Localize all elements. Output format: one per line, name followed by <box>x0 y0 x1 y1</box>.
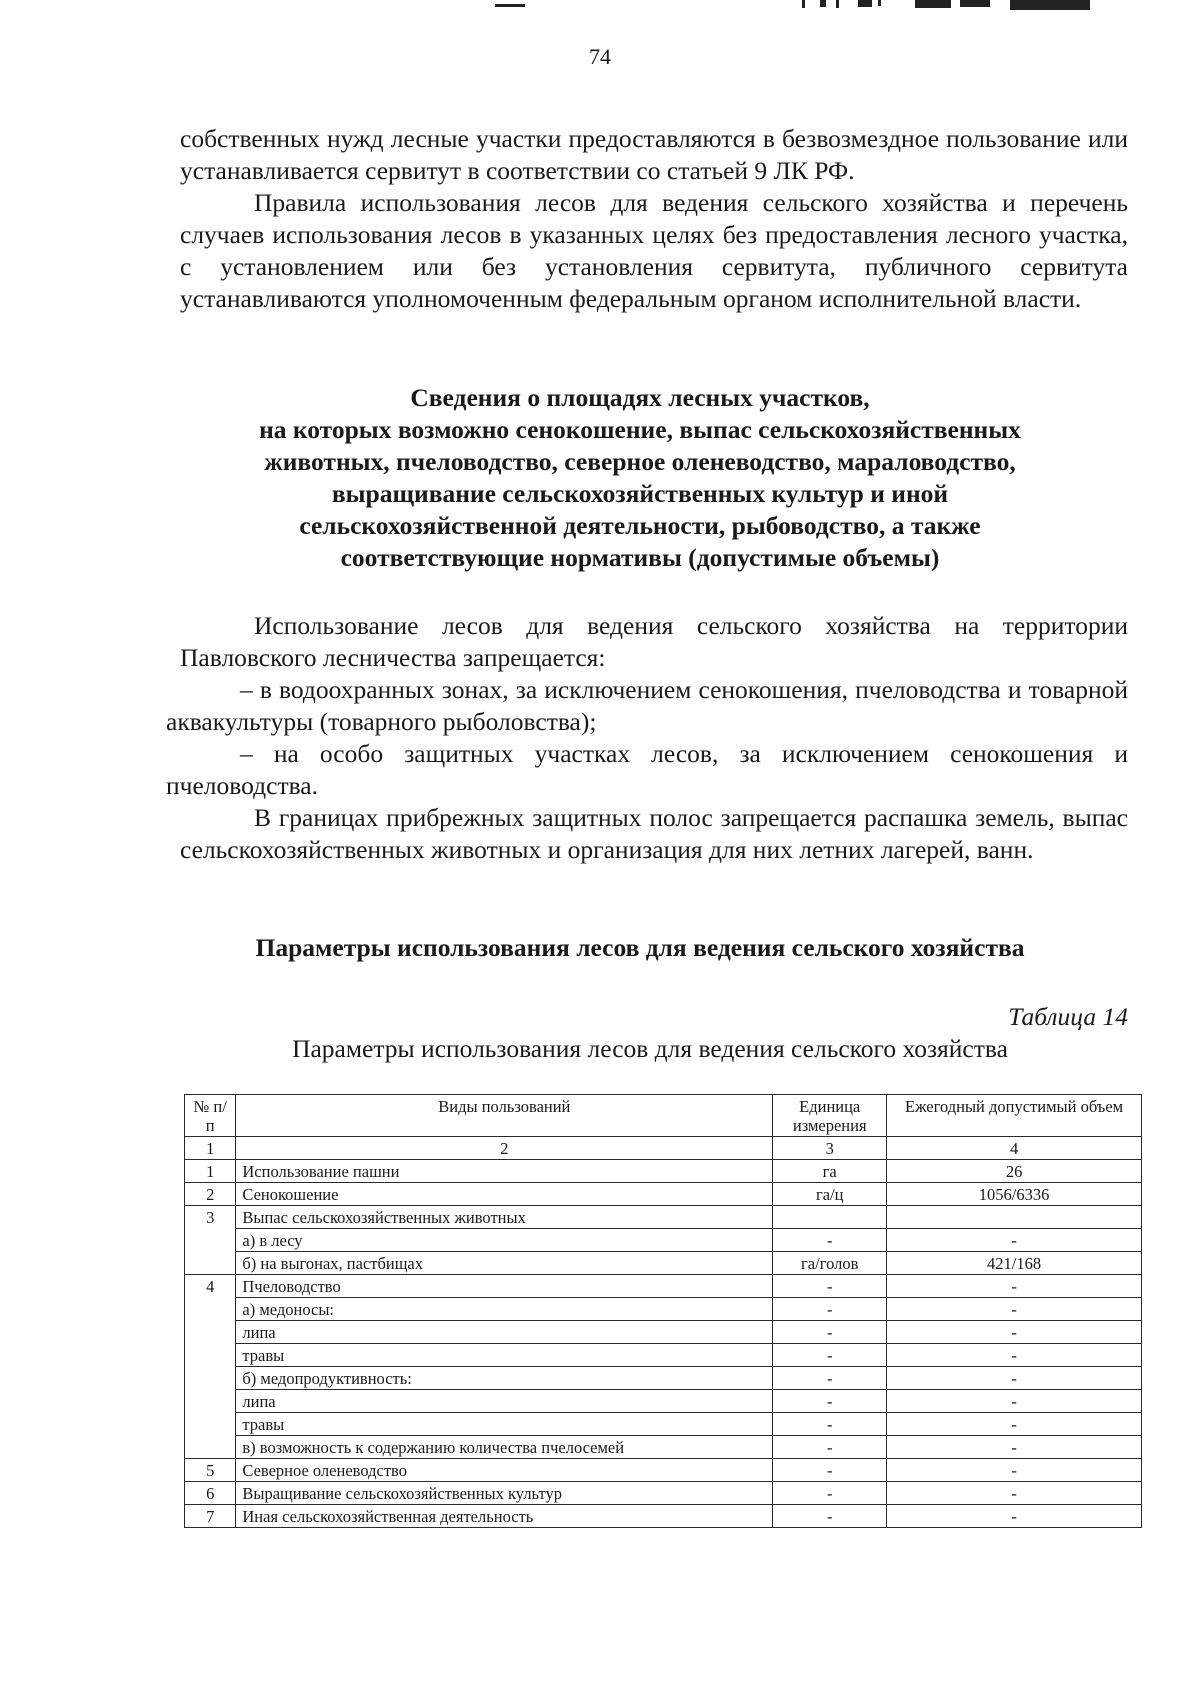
paragraph-water-zones: – в водоохранных зонах, за исключением сенокошения, пчеловодства и товарной аквакультуры (товарного рыболовства); <box>166 675 1128 736</box>
row-num <box>185 1367 236 1390</box>
page-number: 74 <box>589 44 611 69</box>
row-volume: - <box>887 1413 1142 1436</box>
row-volume <box>887 1206 1142 1229</box>
row-num <box>185 1298 236 1321</box>
paragraph-rules: Правила использования лесов для ведения сельского хозяйства и перечень случаев использования лесов в указанных целях без предоставления лесного участка, с установлением или без установления сервитута, публичного сервитута устанавливаются уполномоченным федеральным органом исполнительной власти. <box>180 188 1128 313</box>
row-kind: липа <box>236 1321 773 1344</box>
table-header-row <box>185 1095 1142 1137</box>
row-volume: - <box>887 1275 1142 1298</box>
row-volume: - <box>887 1344 1142 1367</box>
row-volume: 1056/6336 <box>887 1183 1142 1206</box>
table-row <box>185 1390 1142 1413</box>
row-num <box>185 1229 236 1252</box>
table-row <box>185 1436 1142 1459</box>
table-row <box>185 1160 1142 1183</box>
row-unit: - <box>773 1436 887 1459</box>
row-volume: 26 <box>887 1160 1142 1183</box>
table-row <box>185 1206 1142 1229</box>
heading-line: на которых возможно сенокошение, выпас сельскохозяйственных <box>259 415 1021 444</box>
parameters-table <box>184 1094 1142 1528</box>
row-unit: - <box>773 1505 887 1528</box>
row-num <box>185 1436 236 1459</box>
row-unit: - <box>773 1390 887 1413</box>
table-row <box>185 1229 1142 1252</box>
row-unit: - <box>773 1229 887 1252</box>
row-kind: Выращивание сельскохозяйственных культур <box>236 1482 773 1505</box>
table-row <box>185 1459 1142 1482</box>
table-row <box>185 1321 1142 1344</box>
row-unit: - <box>773 1367 887 1390</box>
column-number: 3 <box>773 1137 887 1160</box>
paragraph-protected-areas: – на особо защитных участках лесов, за исключением сенокошения и пчеловодства. <box>166 739 1128 800</box>
row-unit: - <box>773 1482 887 1505</box>
row-volume: 421/168 <box>887 1252 1142 1275</box>
section-heading-parameters: Параметры использования лесов для ведения сельского хозяйства <box>255 933 1025 962</box>
row-volume: - <box>887 1321 1142 1344</box>
row-kind: Сенокошение <box>236 1183 773 1206</box>
row-kind: б) медопродуктивность: <box>236 1367 773 1390</box>
row-kind: б) на выгонах, пастбищах <box>236 1252 773 1275</box>
row-kind: травы <box>236 1413 773 1436</box>
column-number: 4 <box>887 1137 1142 1160</box>
paragraph-servitude: собственных нужд лесные участки предоставляются в безвозмездное пользование или устанавливается сервитут в соответствии со статьей 9 ЛК РФ. <box>180 124 1128 185</box>
column-number: 1 <box>185 1137 236 1160</box>
row-num <box>185 1321 236 1344</box>
row-kind: Выпас сельскохозяйственных животных <box>236 1206 773 1229</box>
row-num <box>185 1390 236 1413</box>
heading-line: выращивание сельскохозяйственных культур и иной <box>331 479 949 508</box>
table-row <box>185 1298 1142 1321</box>
row-num <box>185 1344 236 1367</box>
row-num: 1 <box>185 1160 236 1183</box>
table-row <box>185 1252 1142 1275</box>
row-volume: - <box>887 1298 1142 1321</box>
row-volume: - <box>887 1390 1142 1413</box>
row-unit: га <box>773 1160 887 1183</box>
table-title: Параметры использования лесов для ведения сельского хозяйства <box>292 1034 1008 1063</box>
row-kind: липа <box>236 1390 773 1413</box>
row-volume: - <box>887 1436 1142 1459</box>
paragraph-prohibition: Использование лесов для ведения сельского хозяйства на территории Павловского лесничества запрещается: <box>180 611 1128 672</box>
row-num: 7 <box>185 1505 236 1528</box>
table-row <box>185 1505 1142 1528</box>
row-kind: травы <box>236 1344 773 1367</box>
row-kind: Использование пашни <box>236 1160 773 1183</box>
row-unit: - <box>773 1413 887 1436</box>
row-unit: - <box>773 1459 887 1482</box>
table-row <box>185 1344 1142 1367</box>
table-row <box>185 1275 1142 1298</box>
row-num: 6 <box>185 1482 236 1505</box>
row-kind: а) в лесу <box>236 1229 773 1252</box>
row-unit: - <box>773 1321 887 1344</box>
row-unit: га/голов <box>773 1252 887 1275</box>
row-unit: - <box>773 1298 887 1321</box>
scan-artifacts <box>0 0 1200 14</box>
row-unit <box>773 1206 887 1229</box>
column-number: 2 <box>236 1137 773 1160</box>
header-volume: Ежегодный допустимый объем <box>887 1095 1142 1137</box>
row-num <box>185 1252 236 1275</box>
row-volume: - <box>887 1482 1142 1505</box>
row-volume: - <box>887 1229 1142 1252</box>
row-unit: - <box>773 1275 887 1298</box>
row-kind: в) возможность к содержанию количества пчелосемей <box>236 1436 773 1459</box>
heading-line: сельскохозяйственной деятельности, рыбоводство, а также <box>299 511 981 540</box>
table-column-numbers-row <box>185 1137 1142 1160</box>
row-volume: - <box>887 1367 1142 1390</box>
row-kind: Пчеловодство <box>236 1275 773 1298</box>
heading-line: Сведения о площадях лесных участков, <box>410 383 870 412</box>
row-unit: - <box>773 1344 887 1367</box>
table-row <box>185 1482 1142 1505</box>
row-kind: Северное оленеводство <box>236 1459 773 1482</box>
row-num: 5 <box>185 1459 236 1482</box>
heading-line: соответствующие нормативы (допустимые объемы) <box>340 543 940 572</box>
section-heading-areas <box>160 382 1120 574</box>
table-row <box>185 1183 1142 1206</box>
table-row <box>185 1367 1142 1390</box>
table-label: Таблица 14 <box>1008 1002 1128 1031</box>
paragraph-coastal-strips: В границах прибрежных защитных полос запрещается распашка земель, выпас сельскохозяйственных животных и организация для них летних лагерей, ванн. <box>180 803 1128 864</box>
row-num: 4 <box>185 1275 236 1298</box>
header-unit: Единица измерения <box>773 1095 887 1137</box>
row-kind: Иная сельскохозяйственная деятельность <box>236 1505 773 1528</box>
row-unit: га/ц <box>773 1183 887 1206</box>
row-volume: - <box>887 1505 1142 1528</box>
row-volume: - <box>887 1459 1142 1482</box>
row-kind: а) медоносы: <box>236 1298 773 1321</box>
header-kind: Виды пользований <box>236 1095 773 1137</box>
row-num: 3 <box>185 1206 236 1229</box>
table-row <box>185 1413 1142 1436</box>
header-num: № п/п <box>185 1095 236 1137</box>
row-num <box>185 1413 236 1436</box>
row-num: 2 <box>185 1183 236 1206</box>
heading-line: животных, пчеловодство, северное оленеводство, мараловодство, <box>264 447 1016 476</box>
